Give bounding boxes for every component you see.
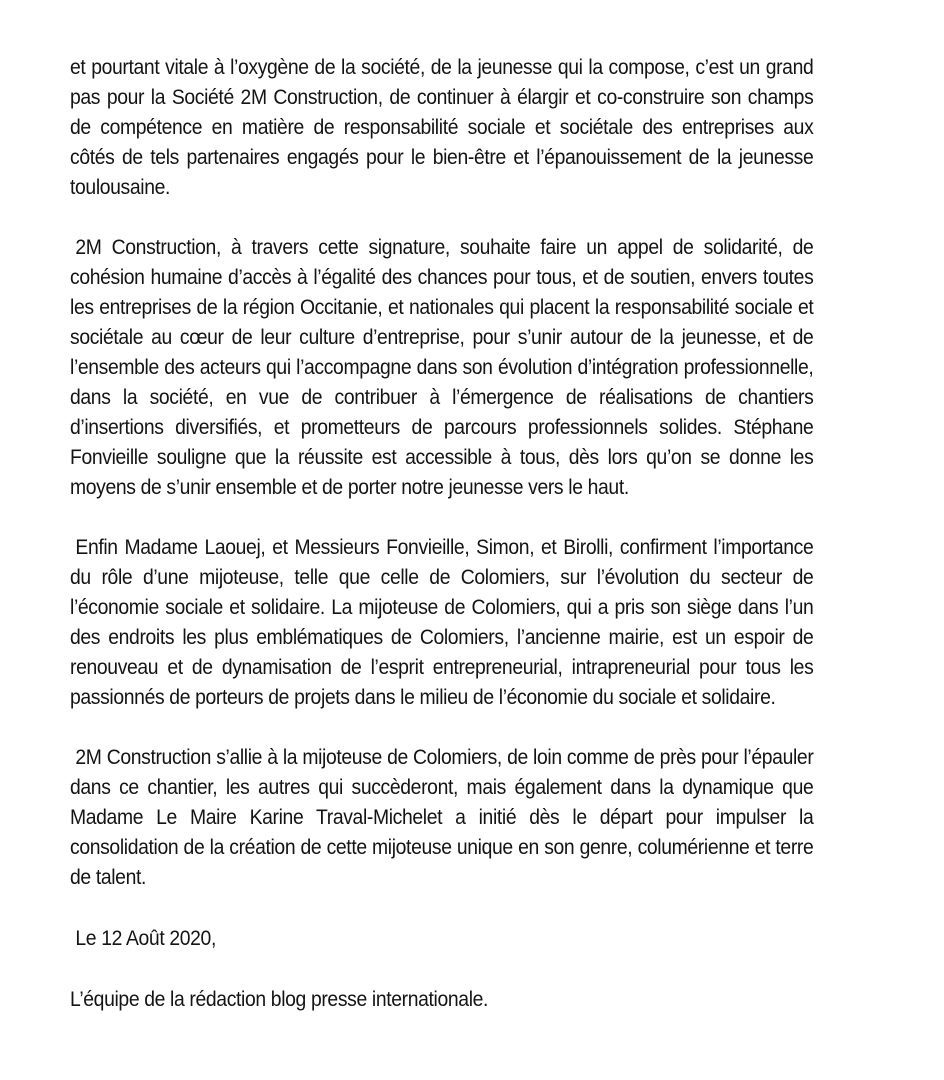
document-body [70,52,813,1014]
paragraph-1: et pourtant vitale à l’oxygène de la société, de la jeunesse qui la compose, c’est un grand pas pour la Société 2M Construction, de continuer à élargir et co-construire son champs de compétence en matière de responsabilité sociale et sociétale des entreprises aux côtés de tels partenaires engagés pour le bien-être et l’épanouissement de la jeunesse toulousaine. [70,55,814,199]
document-date: Le 12 Août 2020, [75,926,216,950]
paragraph-3: Enfin Madame Laouej, et Messieurs Fonvieille, Simon, et Birolli, confirment l’importance du rôle d’une mijoteuse, telle que celle de Colomiers, sur l’évolution du secteur de l’économie sociale et solidaire. La mijoteuse de Colomiers, qui a pris son siège dans l’un des endroits les plus emblématiques de Colomiers, l’ancienne mairie, est un espoir de renouveau et de dynamisation de l’esprit entrepreneurial, intrapreneurial pour tous les passionnés de porteurs de projets dans le milieu de l’économie du sociale et solidaire. [70,535,814,709]
paragraph-4: 2M Construction s’allie à la mijoteuse de Colomiers, de loin comme de près pour l’épauler dans ce chantier, les autres qui succèderont, mais également dans la dynamique que Madame Le Maire Karine Traval-Michelet a initié dès le départ pour impulser la consolidation de la création de cette mijoteuse unique en son genre, columérienne et terre de talent. [70,745,814,889]
document-signoff: L’équipe de la rédaction blog presse internationale. [70,987,489,1011]
paragraph-2: 2M Construction, à travers cette signature, souhaite faire un appel de solidarité, de cohésion humaine d’accès à l’égalité des chances pour tous, et de soutien, envers toutes les entreprises de la région Occitanie, et nationales qui placent la responsabilité sociale et sociétale au cœur de leur culture d’entreprise, pour s’unir autour de la jeunesse, et de l’ensemble des acteurs qui l’accompagne dans son évolution d’intégration professionnelle, dans la société, en vue de contribuer à l’émergence de réalisations de chantiers d’insertions diversifiés, et prometteurs de parcours professionnels solides. Stéphane Fonvieille souligne que la réussite est accessible à tous, dès lors qu’on se donne les moyens de s’unir ensemble et de porter notre jeunesse vers le haut. [70,235,814,499]
